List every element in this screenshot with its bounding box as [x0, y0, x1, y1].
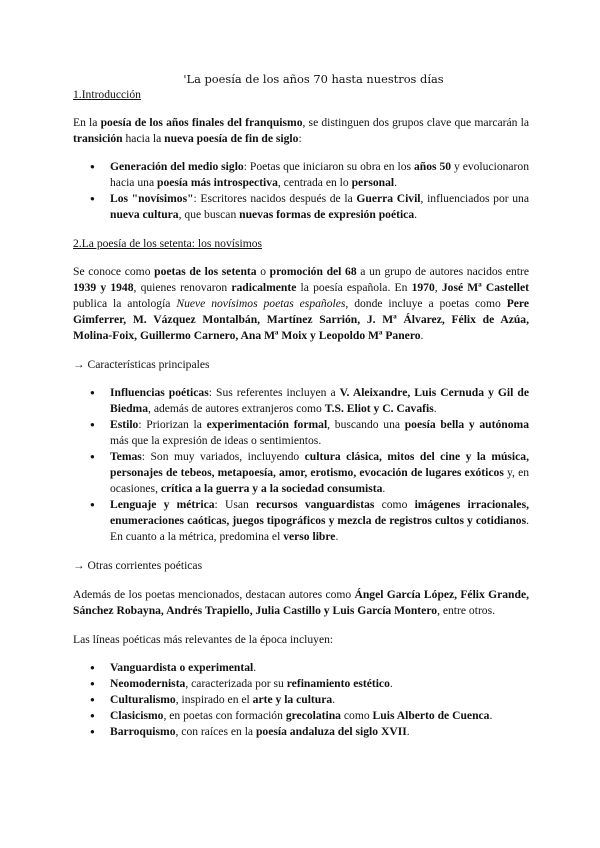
- section-heading-novisimos: 2.La poesía de los setenta: los novísimos: [73, 237, 263, 250]
- list-item: ● Lenguaje y métrica: Usan recursos vanguardistas como imágenes irracionales, enumeraciones caóticas, juegos tipográficos y mezcla de registros cultos y cotidianos. En cuanto a la métrica, predomina el verso libre.: [73, 497, 529, 545]
- list-item: ● Estilo: Priorizan la experimentación formal, buscando una poesía bella y autónoma más que la expresión de ideas o sentimientos.: [73, 417, 529, 449]
- list-item: ● Neomodernista, caracterizada por su refinamiento estético.: [73, 676, 529, 692]
- caracteristicas-bullet-list: [73, 385, 529, 545]
- intro-bullet-list: [73, 159, 529, 223]
- document-title: 'La poesía de los años 70 hasta nuestros días: [183, 72, 444, 86]
- list-item: ● Temas: Son muy variados, incluyendo cultura clásica, mitos del cine y la música, personajes de tebeos, metapoesía, amor, erotismo, evocación de lugares exóticos y, en ocasiones, crítica a la guerra y a la sociedad consumista.: [73, 449, 529, 497]
- list-item: ● Los "novísimos": Escritores nacidos después de la Guerra Civil, influenciados por una nueva cultura, que buscan nuevas formas de expresión poética.: [73, 191, 529, 223]
- lineas-bullet-list: [73, 660, 529, 740]
- document-page: [73, 72, 529, 740]
- lineas-poeticas-paragraph: Las líneas poéticas más relevantes de la época incluyen:: [73, 633, 334, 646]
- novisimos-paragraph: Se conoce como poetas de los setenta o promoción del 68 a un grupo de autores nacidos entre 1939 y 1948, quienes renovaron radicalmente la poesía española. En 1970, José Mª Castellet publica la antología Nueve novísimos poetas españoles, donde incluye a poetas como Pere Gimferrer, M. Vázquez Montalbán, Martínez Sarrión, J. Mª Álvarez, Félix de Azúa, Molina-Foix, Guillermo Carnero, Ana Mª Moix y Leopoldo Mª Panero.: [73, 265, 530, 342]
- intro-paragraph: En la poesía de los años finales del franquismo, se distinguen dos grupos clave que marcarán la transición hacia la nueva poesía de fin de siglo:: [73, 116, 529, 145]
- section-heading-caracteristicas: → Características principales: [73, 358, 210, 371]
- list-item: ● Influencias poéticas: Sus referentes incluyen a V. Aleixandre, Luis Cernuda y Gil de Biedma, además de autores extranjeros como T.S. Eliot y C. Cavafis.: [73, 385, 529, 417]
- section-heading-otras-corrientes: → Otras corrientes poéticas: [73, 559, 203, 572]
- list-item: ● Generación del medio siglo: Poetas que iniciaron su obra en los años 50 y evolucionaron hacia una poesía más introspectiva, centrada en lo personal.: [73, 159, 529, 191]
- list-item: ● Vanguardista o experimental.: [73, 660, 529, 676]
- list-item: ● Clasicismo, en poetas con formación grecolatina como Luis Alberto de Cuenca.: [73, 708, 529, 724]
- list-item: ● Culturalismo, inspirado en el arte y la cultura.: [73, 692, 529, 708]
- otras-corrientes-paragraph: Además de los poetas mencionados, destacan autores como Ángel García López, Félix Grande, Sánchez Robayna, Andrés Trapiello, Julia Castillo y Luis García Montero, entre otros.: [73, 588, 529, 617]
- section-heading-introduccion: 1.Introducción: [73, 88, 141, 101]
- list-item: ● Barroquismo, con raíces en la poesía andaluza del siglo XVII.: [73, 724, 529, 740]
